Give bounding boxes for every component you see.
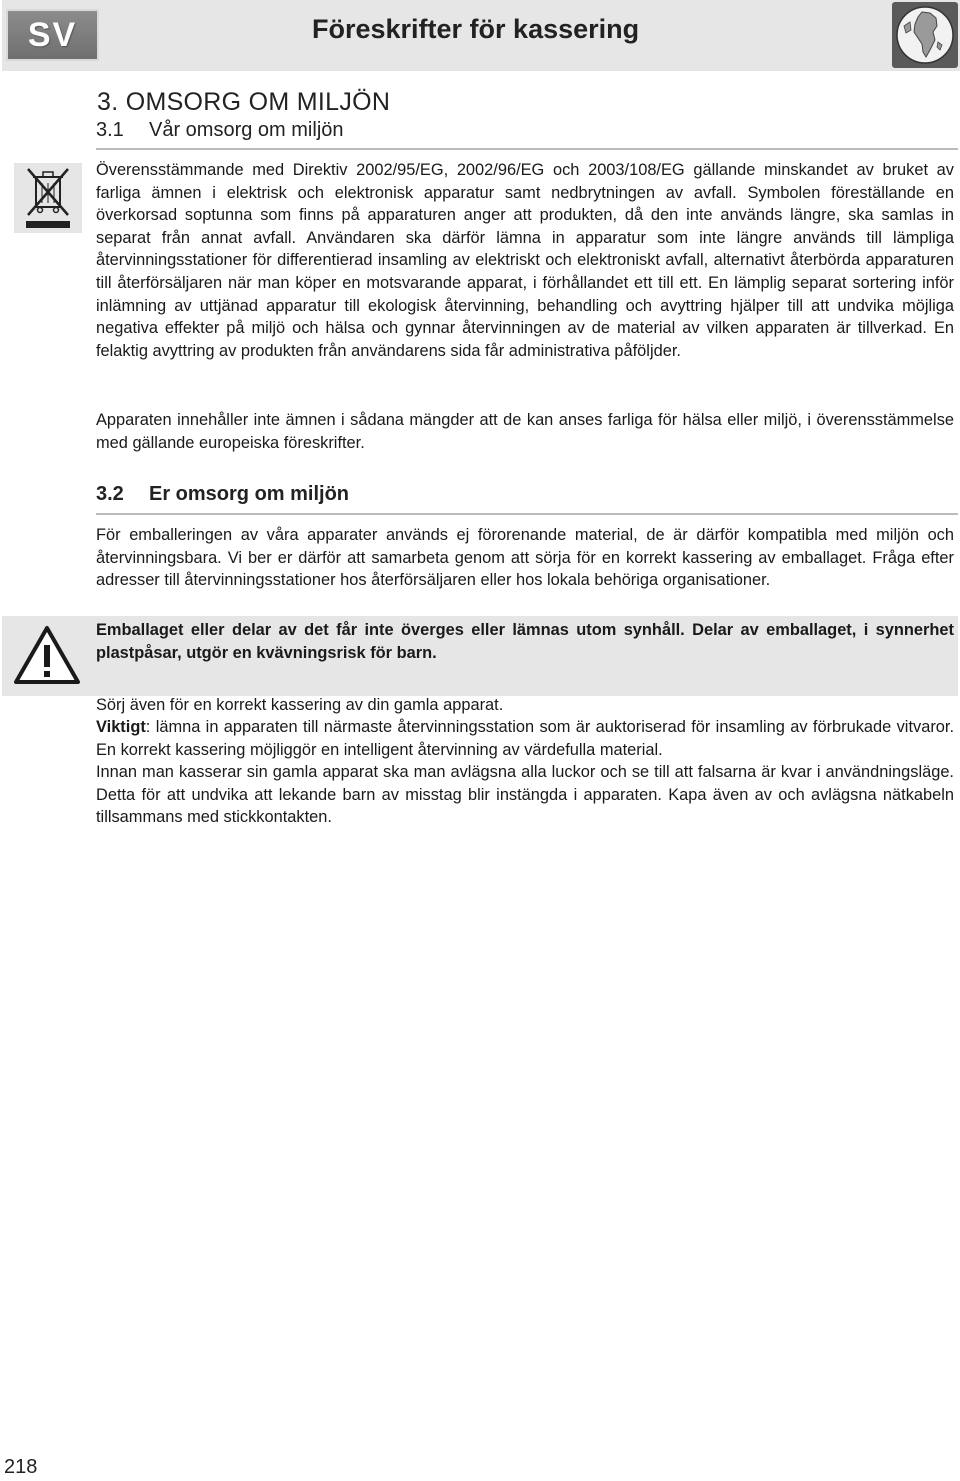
subsection-number: 3.2 bbox=[96, 483, 124, 505]
paragraph-packaging: För emballeringen av våra apparater används ej förorenande material, de är därför kompatibla med miljön och återvinningsbara. Vi ber er därför att samarbeta genom att sörja för en korrekt kassering av emballaget. Fråga efter adresser till återvinningsstationer hos återförsäljaren eller hos lokala behöriga organisationer. bbox=[96, 526, 954, 590]
important-text: : lämna in apparaten till närmaste återvinningsstation som är auktoriserad för insamling av förbrukade vitvaror. En korrekt kassering möjliggör en intelligent återvinning av värdefulla material. bbox=[96, 718, 954, 759]
important-label: Viktigt bbox=[96, 718, 146, 736]
paragraph-important bbox=[96, 716, 954, 761]
warning-text: Emballaget eller delar av det får inte överges eller lämnas utom synhåll. Delar av emballaget, i synnerhet plastpåsar, utgör en kvävningsrisk för barn. bbox=[96, 621, 954, 662]
subsection-heading-3-1 bbox=[96, 119, 344, 142]
subsection-title: Er omsorg om miljön bbox=[149, 483, 350, 505]
language-code: SV bbox=[27, 15, 78, 54]
subsection-number: 3.1 bbox=[96, 119, 124, 141]
section-heading: 3. OMSORG OM MILJÖN bbox=[97, 88, 391, 116]
subsection-heading-3-2 bbox=[96, 483, 349, 506]
crossed-bin-icon bbox=[14, 163, 82, 233]
paragraph-old-appliance: Sörj även för en korrekt kassering av din gamla apparat. bbox=[96, 696, 504, 714]
section-divider bbox=[96, 148, 958, 150]
paragraph-weee: Överensstämmande med Direktiv 2002/95/EG, 2002/96/EG och 2003/108/EG gällande minskandet av bruket av farliga ämnen i elektrisk och elektronisk apparatur samt nedbrytningen av avfall. Symbolen föreställande en överkorsad soptunna som finns på apparaturen anger att produkten, då den inte används längre, ska samlas in separat från annat avfall. Användaren ska därför lämna in apparatur som inte längre används till lämpliga återvinningsstationer för differentierad insamling av elektriskt och elektroniskt avfall, alternativt återbörda apparaturen till återförsäljaren när man köper en motsvarande apparat, i förhållandet ett till ett. En lämplig separat sortering inför inlämning av uttjänad apparatur till ekologisk återvinning, behandling och avyttring hjälper till att undvika möjliga negativa effekter på miljö och hälsa och gynnar återvinningen av de material av vilken apparaten är tillverkad. En felaktig avyttring av produkten från användarens sida får administrativa påföljder. bbox=[96, 161, 954, 360]
page-title: Föreskrifter för kassering bbox=[312, 14, 640, 44]
warning-triangle-icon bbox=[12, 620, 82, 690]
globe-icon bbox=[892, 2, 958, 68]
subsection-title: Vår omsorg om miljön bbox=[149, 119, 344, 141]
page-number: 218 bbox=[4, 1456, 38, 1478]
language-badge bbox=[6, 9, 99, 61]
paragraph-final: Innan man kasserar sin gamla apparat ska man avlägsna alla luckor och se till att falsarna är kvar i användningsläge. Detta för att undvika att lekande barn av misstag blir instängda i apparaten. Kapa även av och avlägsna nätkabeln tillsammans med stickkontakten. bbox=[96, 763, 954, 827]
section-divider bbox=[96, 513, 958, 515]
paragraph-substances: Apparaten innehåller inte ämnen i sådana mängder att de kan anses farliga för hälsa eller miljö, i överensstämmelse med gällande europeiska föreskrifter. bbox=[96, 411, 954, 452]
page-header bbox=[2, 0, 960, 71]
